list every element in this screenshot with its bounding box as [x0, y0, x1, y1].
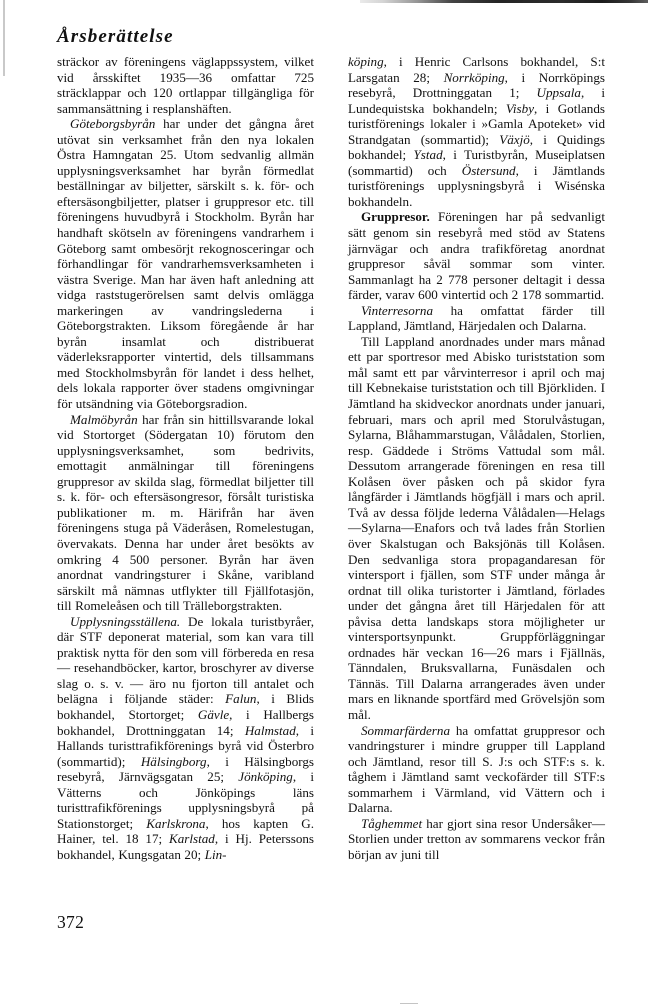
scan-edge-artifact-top: [360, 0, 648, 3]
text-run-roman: ha omfattat gruppresor och vandringsturer i mindre grupper till Lappland och Jämtland, resor till S. J:s och STF:s s. k. tåghem i Jämtland samt veckofärder till STF:s sommarhem i Värmland, vid Vättern och i Dalarna.: [348, 722, 605, 816]
paragraph-goteborgsbyran: [57, 116, 314, 411]
text-run-italic: Lin-: [204, 846, 227, 862]
text-run-italic: Hälsingborg: [140, 753, 207, 769]
text-run-roman: , i Turistbyrån, Museiplatsen (sommartid) och: [348, 147, 605, 178]
paragraph-lappland: [348, 334, 605, 723]
text-run-roman: , i Hälsingborgs resebyrå, Järnvägsgatan 25;: [57, 753, 315, 785]
text-run-italic: Karlskrona: [146, 815, 206, 831]
text-run-italic: Visby: [505, 100, 535, 116]
text-run-italic: Norrköping: [443, 69, 505, 85]
text-run-roman: De lokala turistbyråer, där STF deponerat material, som kan vara till praktisk nytta för den som vill förbereda en resa — resehandböcker, kartor, broschyrer av diverse slag o. s. v. — äro nu fjorton till antalet och belägna i följande städer:: [57, 613, 314, 707]
text-run-italic: köping: [348, 54, 384, 69]
paragraph-upplysningsstallena-cont: [348, 54, 605, 209]
running-head: Årsberättelse: [57, 26, 174, 47]
text-run-italic: Göteborgsbyrån: [70, 116, 156, 132]
paragraph-vinterresorna: [348, 303, 605, 334]
text-body: [57, 54, 606, 902]
text-run-italic: Uppsala: [536, 85, 581, 101]
paragraph-sommarfarderna: [348, 723, 605, 816]
column-left: [57, 54, 314, 902]
scan-edge-artifact-left: [3, 0, 5, 76]
text-run-roman: Till Lappland anordnades under mars månad ett par sportresor med Abisko turiststation som mål samt ett par vårvinterresor i april och maj till Kebnekaise turiststation och till Björkliden. I Jämtland ha skidveckor anordnats under januari, februari, mars och april med Storulvåstugan, Sylarna, Blåhammarstugan, Vålådalen, Storlien, resp. Gäddede i Ströms Vattudal som mål. Dessutom arrangerade föreningen en resa till Kolåsen över påsken och på skidor fyra långfärder i Jämtlands högfjäll i mars och april. Två av dessa följde lederna Vålådalen—Helags—Sylarna—Enafors och två lades från Storlien över Skalstugan och Baksjönäs till Kolåsen. Den sedvanliga stora propagandaresan för vintersport i fjällen, som STF under många år ordnat till olika turistorter i Jämtland, förlades under det gångna året till Härjedalen för att påvisa detta landskaps stora möjligheter ur vintersportsynpunkt. Gruppförläggningar ordnades här veckan 16—26 mars i Fjällnäs, Tänndalen, Bruksvallarna, Funäsdalen och Tännäs. Till Dalarna arrangerades även under mars en liknande sportfärd med Grövelsjön som mål.: [348, 333, 605, 722]
text-run-roman: , i Gotlands turistförenings lokaler i »Gamla Apoteket» vid Strandgatan (sommartid);: [348, 100, 605, 147]
scan-mark-artifact-bottom: [400, 1003, 418, 1004]
text-run-bold: Gruppresor.: [361, 209, 430, 225]
text-run-italic: Östersund: [461, 162, 516, 178]
text-run-roman: ha omfattat färder till Lappland, Jämtland, Härjedalen och Dalarna.: [348, 302, 605, 334]
text-run-italic: Ystad: [413, 147, 443, 163]
text-run-roman: sträckor av föreningens väglappssystem, vilket vid årsskiftet 1935—36 omfattar 725 sträcklappar och 120 ortlappar tillgängliga för sammansättning i resplanshäften.: [57, 54, 314, 116]
text-run-italic: Falun: [225, 691, 257, 707]
paragraph-gruppresor: [348, 209, 605, 302]
text-run-roman: har under det gångna året utövat sin verksamhet från den nya lokalen Östra Hamngatan 25. Utom sedvanlig allmän upplysningsverksamhet har byrån förmedlat beställningar av biljetter, särskilt s. k. för- och eftersäsongbiljetter, platser i gruppresor etc. till föreningens huvudbyrå i Stockholm. Byrån har handhaft skötseln av föreningens vandrarhem i Göteborg samt ombesörjt rekognosceringar och förhandlingar för vandrarhemsverksamheten i västra Sverige. Man har även haft anledning att vidga raststugerörelsen samt delvis omlägga markeringen av vandringslederna i Göteborgstrakten. Liksom föregående år har byrån insamlat och distribuerat väderleksrapporter vintertid, dels tillsammans med Stockholmsbyrån för landet i dess helhet, dels lokala rapporter över stadens omgivningar för utsändning via Göteborgsradion.: [57, 116, 314, 412]
text-run-roman: , hos kapten G. Hainer, tel. 18 17;: [57, 815, 314, 847]
column-right: [348, 54, 605, 902]
page-number: 372: [57, 912, 85, 932]
text-run-italic: Malmöbyrån: [70, 411, 138, 427]
text-run-italic: Sommarfärderna: [361, 722, 450, 738]
text-run-roman: , i Vätterns och Jönköpings läns turisttrafikförenings upplysningsbyrå på Stationstorget;: [57, 769, 314, 831]
text-run-roman: , i Hallbergs bokhandel, Drottninggatan 14;: [57, 706, 314, 738]
text-run-roman: , i Norrköpings resebyrå, Drottninggatan 1;: [348, 69, 605, 101]
text-run-roman: , i Jämtlands turistförenings upplysningsbyrå i Wisénska bokhandeln.: [348, 162, 605, 209]
text-run-roman: , i Lundequistska bokhandeln;: [348, 85, 606, 116]
text-run-roman: har från sin hittillsvarande lokal vid Stortorget (Södergatan 10) förutom den upplysningsverksamhet, som bedrivits, emottagit anmälningar till föreningens gruppresor av skilda slag, förmedlat biljetter till s. k. för- och eftersäsongresor, försålt turistiska publikationer m. m. Härifrån har även föreningens stuga på Väderåsen, Romelestugan, övervakats. Denna har under året besökts av omkring 4 500 personer. Byrån har även anordnat vandringsturer i Skåne, varibland särskilt må nämnas utflykter till Fjällfotasjön, till Romeleåsen och till Trälleborgstrakten.: [57, 411, 314, 614]
paragraph-malmobyran: [57, 412, 314, 614]
text-run-roman: , i Henric Carlsons bokhandel, S:t Larsgatan 28;: [348, 54, 605, 85]
text-run-italic: Gävle: [197, 706, 230, 722]
paragraph-taghemmet: [348, 816, 605, 863]
text-run-italic: Vinterresorna: [361, 302, 434, 318]
paragraph-upplysningsstallena: [57, 614, 314, 863]
text-run-italic: Växjö: [499, 131, 530, 147]
text-run-roman: , i Hallands turisttrafikförenings byrå vid Österbro (sommartid);: [57, 722, 314, 769]
text-run-italic: Halmstad: [244, 722, 296, 738]
text-run-italic: Tåghemmet: [361, 815, 423, 831]
text-run-roman: har gjort sina resor Undersåker—Storlien under tretton av sommarens veckor från början av juni till: [348, 815, 605, 862]
text-run-roman: , i Blids bokhandel, Stortorget;: [57, 691, 314, 722]
text-run-italic: Jönköping: [238, 769, 293, 785]
text-run-roman: Föreningen har på sedvanligt sätt genom sin resebyrå med stöd av Statens järnvägar och andra trafikföretag anordnat gruppresor såväl sommar som vinter. Sammanlagt ha 2 778 personer deltagit i dessa färder, varav 600 vintertid och 2 178 sommartid.: [348, 209, 605, 303]
paragraph-vaglappssystem: [57, 54, 314, 116]
text-run-roman: , i Quidings bokhandel;: [348, 131, 605, 163]
text-run-italic: Upplysningsställena.: [70, 613, 181, 629]
text-run-italic: Karlstad: [169, 831, 215, 847]
text-run-roman: , i Hj. Peterssons bokhandel, Kungsgatan 20;: [57, 831, 315, 862]
